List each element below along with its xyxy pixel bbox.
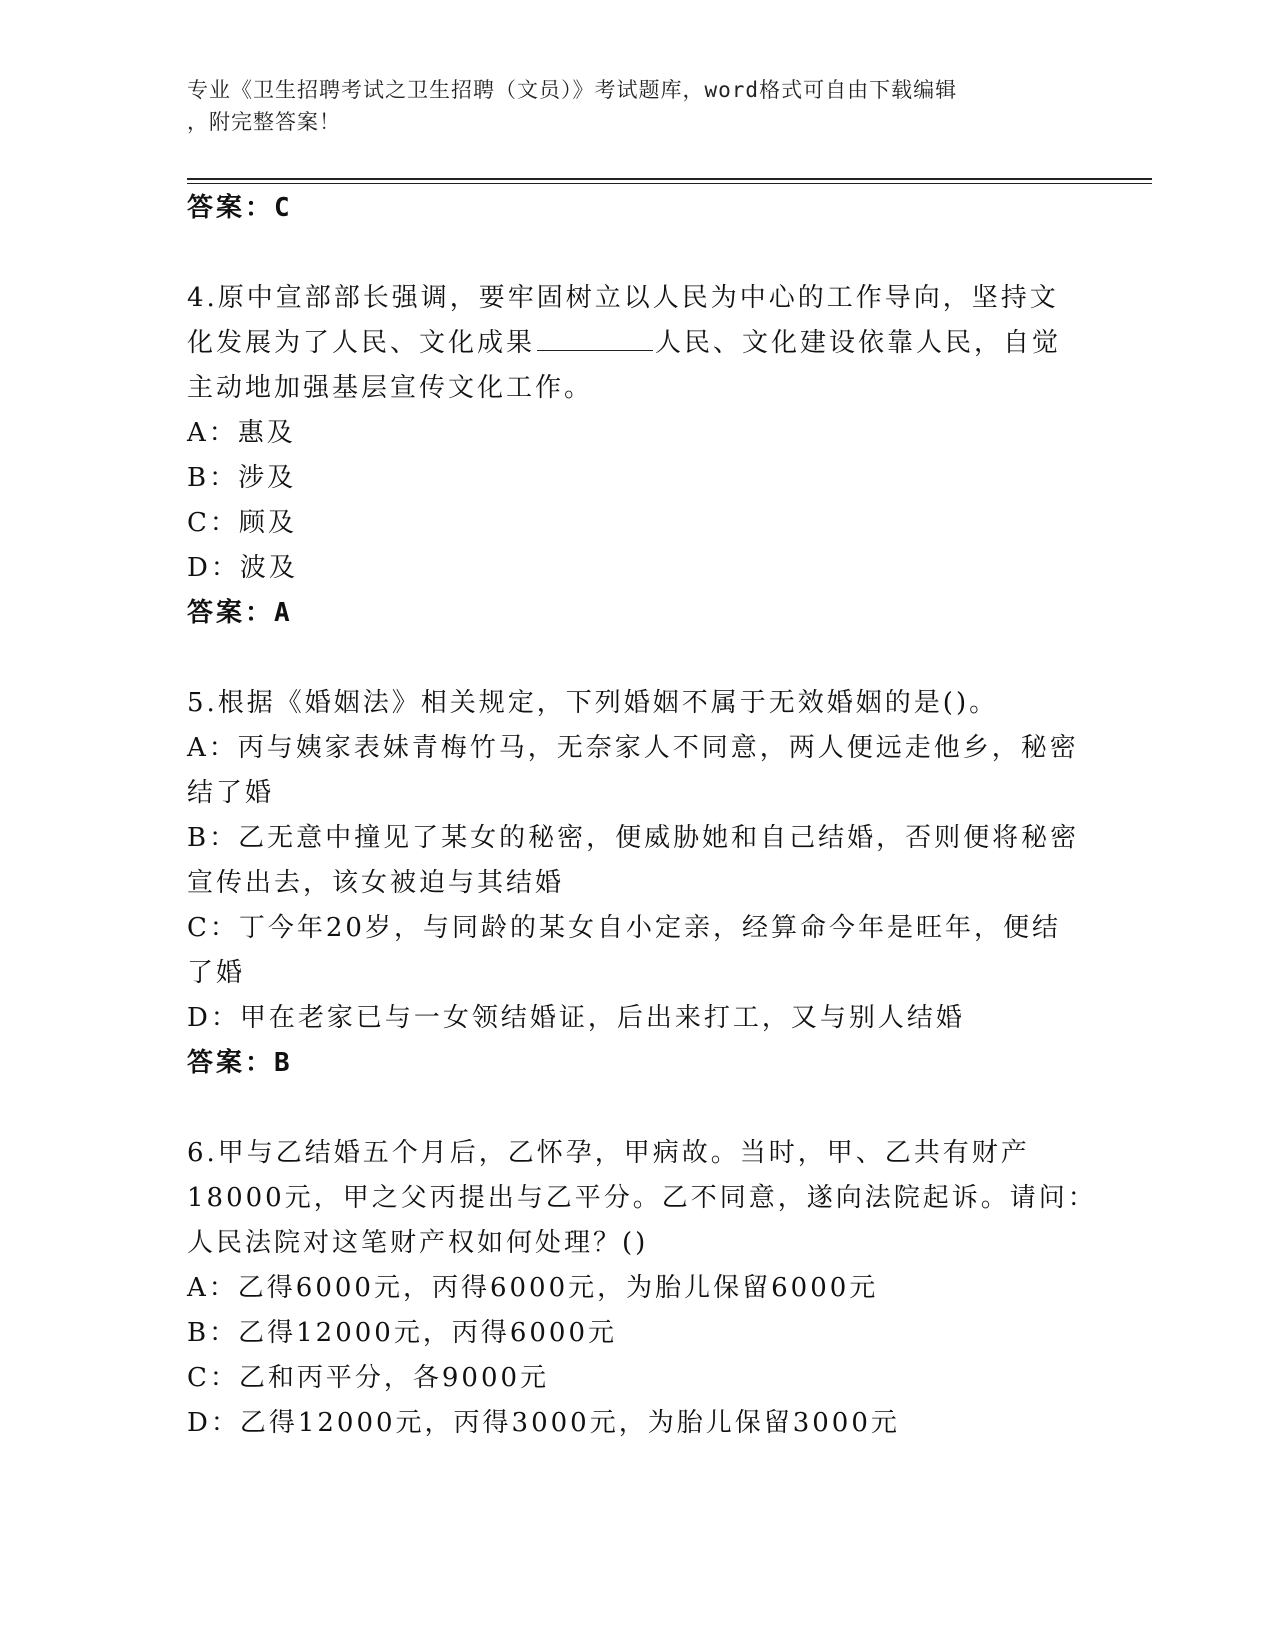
- option-a: A：丙与姨家表妹青梅竹马，无奈家人不同意，两人便远走他乡，秘密: [187, 733, 1079, 763]
- option-b: B：涉及: [187, 463, 297, 493]
- option-b-continued: 宣传出去，该女被迫与其结婚: [187, 868, 565, 898]
- question-5: [187, 681, 1087, 1086]
- option-c: C：丁今年20岁，与同龄的某女自小定亲，经算命今年是旺年，便结: [187, 913, 1061, 943]
- question-text-line: 6.甲与乙结婚五个月后，乙怀孕，甲病故。当时，甲、乙共有财产: [187, 1138, 1030, 1168]
- header-divider: [187, 178, 1152, 184]
- question-4: [187, 276, 1087, 636]
- question-text-line: 人民法院对这笔财产权如何处理？(): [187, 1228, 649, 1258]
- option-a-continued: 结了婚: [187, 778, 275, 808]
- answer-label: 答案：: [187, 1048, 275, 1078]
- question-text-line: 4.原中宣部部长强调，要牢固树立以人民为中心的工作导向，坚持文: [187, 283, 1059, 313]
- option-a: A：乙得6000元，丙得6000元，为胎儿保留6000元: [187, 1273, 879, 1303]
- option-c: C：顾及: [187, 508, 297, 538]
- answer-5: [187, 1041, 1087, 1086]
- answer-value: B: [274, 1048, 291, 1078]
- option-d: D：乙得12000元，丙得3000元，为胎儿保留3000元: [187, 1408, 900, 1438]
- question-content: [187, 186, 1097, 1446]
- spacer: [187, 1086, 1087, 1131]
- answer-previous: [187, 186, 1087, 231]
- answer-value: A: [274, 598, 291, 628]
- header-title-line-1: 专业《卫生招聘考试之卫生招聘（文员）》考试题库，word格式可自由下载编辑: [187, 78, 958, 102]
- question-text-line: 主动地加强基层宣传文化工作。: [187, 373, 594, 403]
- option-a: A：惠及: [187, 418, 296, 448]
- option-b: B：乙无意中撞见了某女的秘密，便威胁她和自己结婚，否则便将秘密: [187, 823, 1080, 853]
- option-c: C：乙和丙平分，各9000元: [187, 1363, 550, 1393]
- question-text-line: 5.根据《婚姻法》相关规定，下列婚姻不属于无效婚姻的是()。: [187, 688, 999, 718]
- answer-label: 答案：: [187, 193, 275, 223]
- question-text-line: [187, 321, 1087, 366]
- question-text-segment: 人民、文化建设依靠人民，自觉: [655, 328, 1062, 358]
- option-d: D：甲在老家已与一女领结婚证，后出来打工，又与别人结婚: [187, 1003, 965, 1033]
- spacer: [187, 636, 1087, 681]
- spacer: [187, 231, 1087, 276]
- question-text-segment: 化发展为了人民、文化成果: [187, 328, 536, 358]
- document-header: [187, 74, 1067, 138]
- option-d: D：波及: [187, 553, 298, 583]
- option-c-continued: 了婚: [187, 958, 246, 988]
- answer-label: 答案：: [187, 598, 275, 628]
- question-text-line: 18000元，甲之父丙提出与乙平分。乙不同意，遂向法院起诉。请问：: [187, 1183, 1097, 1213]
- answer-4: [187, 591, 1087, 636]
- question-6: [187, 1131, 1097, 1446]
- answer-value: C: [274, 193, 291, 223]
- header-title-line-2: ，附完整答案！: [187, 110, 341, 134]
- option-b: B：乙得12000元，丙得6000元: [187, 1318, 617, 1348]
- fill-in-blank: [537, 328, 653, 351]
